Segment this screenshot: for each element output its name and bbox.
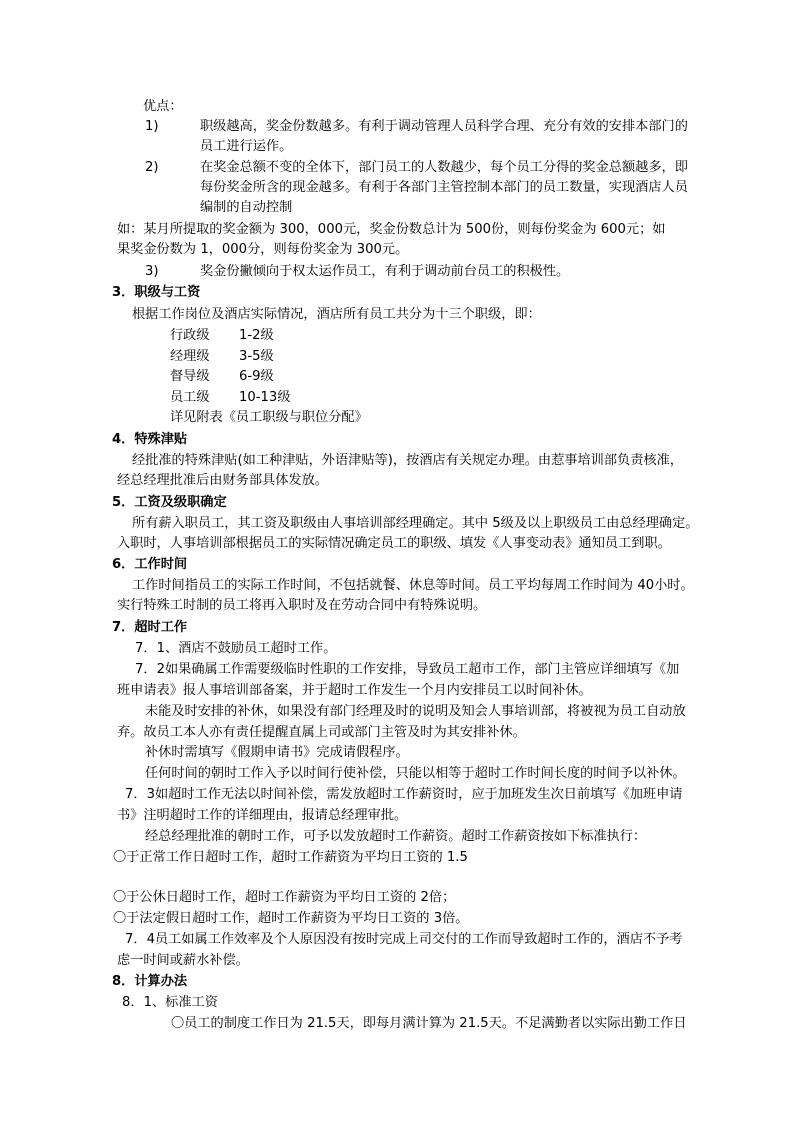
section-7-2-line-2: 班申请表》报人事培训部备案，并于超时工作发生一个月内安排员工以时间补休。 — [117, 683, 592, 698]
section-7-comp-line-2: 弃。故员工本人亦有责任提醒直属上司或部门主管及时为其安排补休。 — [117, 725, 526, 740]
overtime-rate-weekend: 〇于公休日超时工作，超时工作薪资为平均日工资的 2倍； — [113, 890, 456, 905]
grade-range: 6-9级 — [239, 369, 274, 384]
section-3-heading: 3．职级与工资 — [112, 285, 201, 300]
section-6-heading: 6．工作时间 — [112, 557, 188, 572]
section-7-pay-standard: 经总经理批准的朝时工作，可予以发放超时工作薪资。超时工作薪资按如下标准执行： — [145, 829, 647, 844]
grade-name: 员工级 — [170, 390, 210, 405]
section-7-3-line-2: 书》注明超时工作的详细理由，报请总经理审批。 — [117, 808, 408, 823]
section-5-line-1: 所有薪入职员工，其工资及职级由人事培训部经理确定。其中 5级及以上职级员工由总经理确定。 — [132, 516, 699, 531]
grade-name: 督导级 — [170, 369, 210, 384]
advantage-2-line-2: 每份奖金所含的现金越多。有利于各部门主管控制本部门的员工数量，实现酒店人员 — [200, 180, 688, 195]
section-6-line-1: 工作时间指员工的实际工作时间，不包括就餐、休息等时间。员工平均每周工作时间为 40小时。 — [132, 578, 694, 593]
section-7-4-line-2: 虑一时间或薪水补偿。 — [117, 953, 249, 968]
section-4-line-2: 经总经理批准后由财务部具体发放。 — [117, 473, 328, 488]
advantages-title: 优点： — [143, 99, 183, 114]
advantage-2-number: 2) — [145, 160, 159, 175]
advantage-3-line-1: 奖金份撇倾向于权太运作员工，有利于调动前台员工的积极性。 — [200, 264, 570, 279]
overtime-rate-holiday: 〇于法定假日超时工作，超时工作薪资为平均日工资的 3倍。 — [113, 911, 469, 926]
advantage-2-line-3: 编制的自动控制 — [200, 200, 293, 215]
advantage-1-line-2: 员工进行运作。 — [200, 139, 293, 154]
advantage-3-number: 3) — [145, 264, 159, 279]
section-7-1: 7．1、酒店不鼓励员工超时工作。 — [135, 641, 337, 656]
section-5-heading: 5．工资及级职确定 — [112, 495, 227, 510]
section-8-1-subheading: 8．1、标准工资 — [122, 995, 218, 1010]
section-3-intro: 根据工作岗位及酒店实际情况，酒店所有员工共分为十三个职级，即： — [132, 307, 541, 322]
example-line-2: 果奖金份数为 1，000分，则每份奖金为 300元。 — [117, 242, 409, 257]
section-7-heading: 7．超时工作 — [112, 620, 188, 635]
section-3-note: 详见附表《员工职级与职位分配》 — [170, 410, 368, 425]
section-7-comp-line-1: 未能及时安排的补休，如果没有部门经理及时的说明及知会人事培训部，将被视为员工自动放 — [145, 704, 686, 719]
grade-name: 行政级 — [170, 328, 210, 343]
advantage-1-number: 1) — [145, 119, 159, 134]
example-line-1: 如：某月所提取的奖金额为 300，000元，奖金份数总计为 500份，则每份奖金为 600元；如 — [117, 222, 666, 237]
grade-range: 10-13级 — [239, 390, 291, 405]
section-7-4-line-1: 7．4员工如属工作效率及个人原因没有按时完成上司交付的工作而导致超时工作的，酒店不予考 — [125, 932, 683, 947]
section-4-heading: 4．特殊津贴 — [112, 432, 188, 447]
section-7-2-line-1: 7．2如果确属工作需要级临时性职的工作安排，导致员工超市工作，部门主管应详细填写《加 — [135, 662, 680, 677]
grade-name: 经理级 — [170, 349, 210, 364]
section-5-line-2: 入职时，人事培训部根据员工的实际情况确定员工的职级、填发《人事变动表》通知员工到职。 — [117, 536, 671, 551]
grade-range: 3-5级 — [239, 349, 274, 364]
section-7-3-line-1: 7．3如超时工作无法以时间补偿，需发放超时工作薪资时，应于加班发生次日前填写《加班申请 — [125, 787, 683, 802]
advantage-2-line-1: 在奖金总额不变的全体下，部门员工的人数越少，每个员工分得的奖金总额越多，即 — [200, 160, 688, 175]
advantage-1-line-1: 职级越高，奖金份数越多。有利于调动管理人员科学合理、充分有效的安排本部门的 — [200, 119, 688, 134]
section-7-leave-form: 补休时需填写《假期申请书》完成请假程序。 — [145, 745, 409, 760]
section-4-line-1: 经批准的特殊津贴(如工种津贴，外语津贴等)，按酒店有关规定办理。由惹事培训部负责核准， — [132, 453, 683, 468]
section-7-time-off: 任何时间的朝时工作入予以时间行使补偿，只能以相等于超时工作时间长度的时间予以补休。 — [145, 766, 686, 781]
section-8-1-line-1: 〇员工的制度工作日为 21.5天，即每月满计算为 21.5天。不足满勤者以实际出勤工作日 — [171, 1016, 687, 1031]
grade-range: 1-2级 — [239, 328, 274, 343]
section-8-heading: 8．计算办法 — [112, 974, 188, 989]
section-6-line-2: 实行特殊工时制的员工将再入职时及在劳动合同中有特殊说明。 — [117, 598, 487, 613]
overtime-rate-workday: 〇于正常工作日超时工作，超时工作薪资为平均日工资的 1.5 — [113, 850, 468, 865]
